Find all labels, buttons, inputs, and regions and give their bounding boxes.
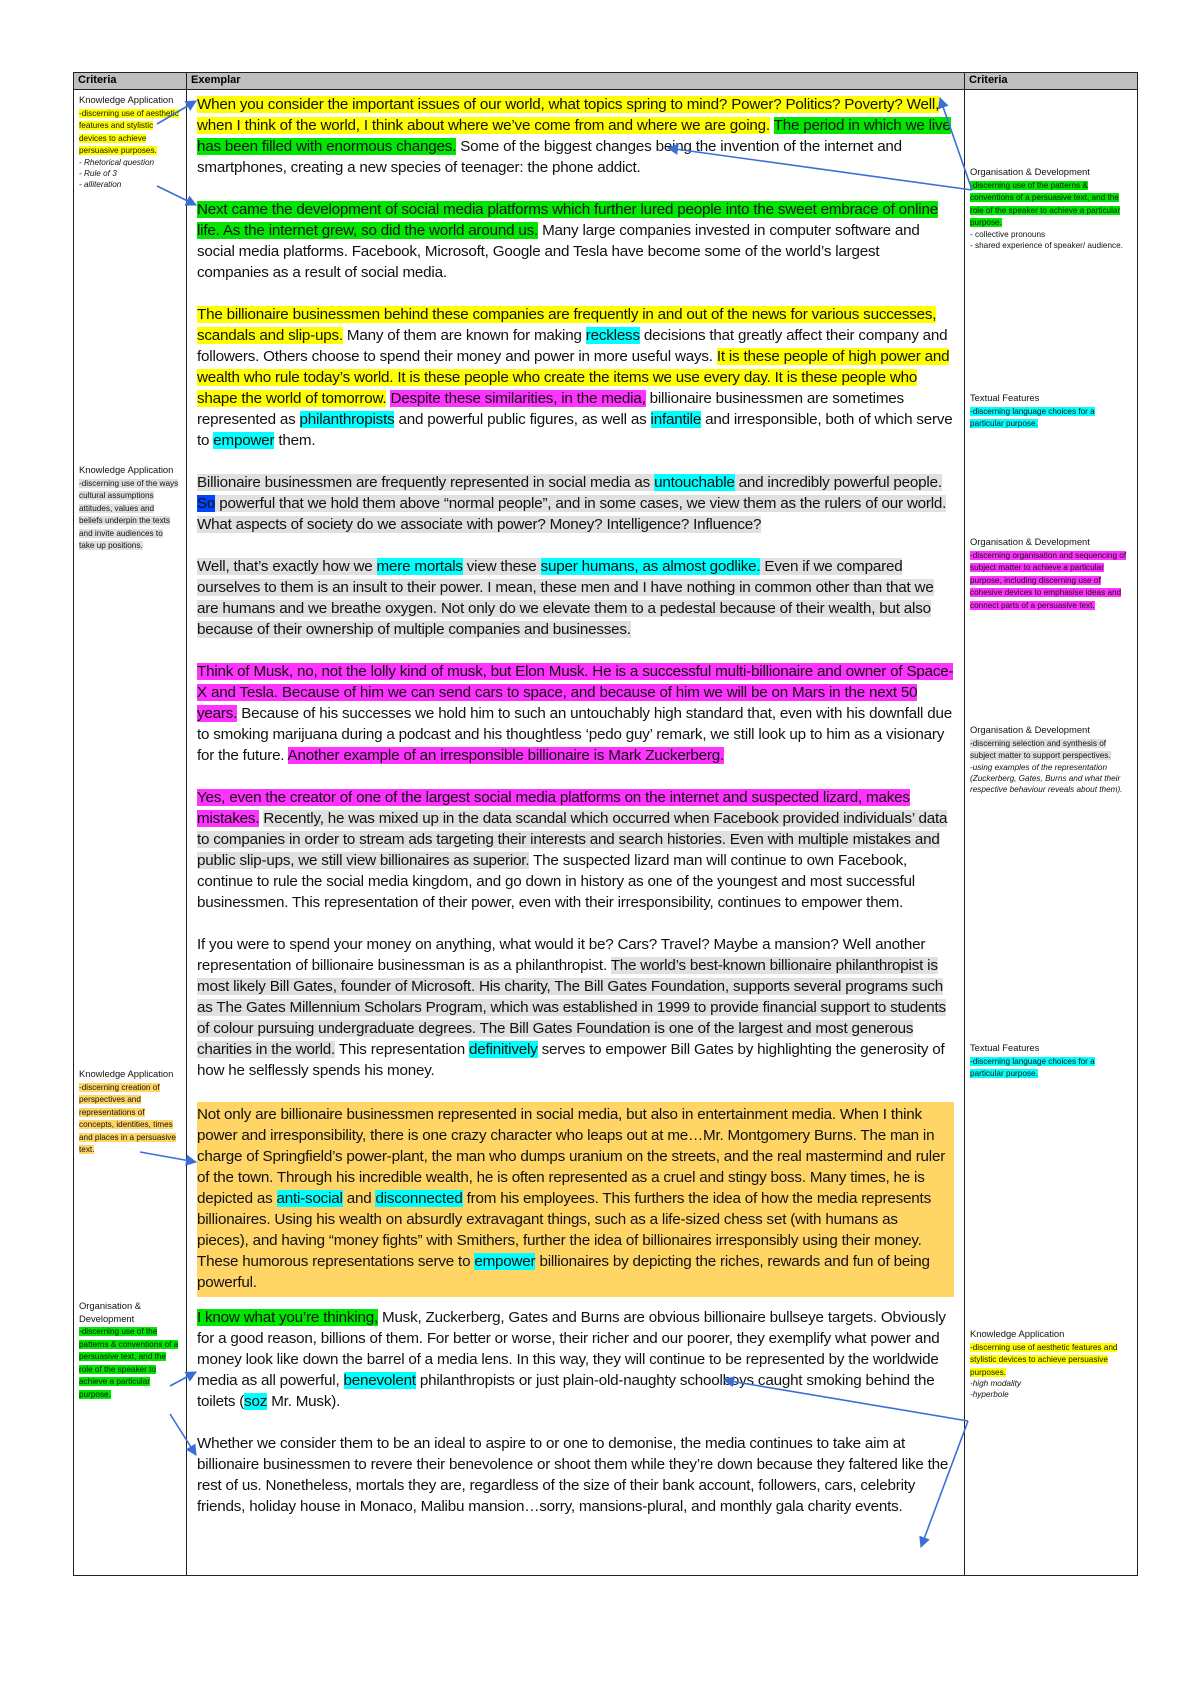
highlighted-text: definitively [469, 1041, 538, 1058]
exemplar-paragraph [197, 1433, 954, 1517]
criterion-textual-features-r1 [970, 392, 1130, 430]
exemplar-paragraph [197, 94, 954, 178]
text-span: philanthropists or just plain-old-naughty schoolboys caught smoking behind the toilets ( [197, 1372, 935, 1410]
criterion-knowledge-application-3 [79, 1068, 179, 1156]
highlighted-text: Think of Musk, no, not the lolly kind of musk, but Elon Musk. He is a successful multi-billionaire and owner of Space-X and Tesla. Because of him we can send cars to space, and because of him we will be on Mars in the next 50 years. [197, 663, 954, 722]
highlighted-text: untouchable [654, 474, 735, 491]
criterion-title: Knowledge Application [79, 1068, 174, 1079]
criterion-knowledge-application-1 [79, 94, 179, 190]
highlighted-text: philanthropists [299, 411, 395, 428]
exemplar-paragraph [197, 472, 954, 535]
criterion-description: -discerning organisation and sequencing of subject matter to achieve a particular purpose, including discerning use of cohesive devices to emphasise ideas and connect parts of a persuasive text. [970, 550, 1127, 610]
text-span: and irresponsible, both of which serve to [197, 411, 953, 449]
highlighted-text: Next came the development of social media platforms which further lured people into the sweet embrace of online life. As the internet grew, so did the world around us. [197, 201, 938, 239]
text-span: This representation [335, 1041, 470, 1058]
table-header-row [74, 73, 1138, 90]
exemplar-column [187, 90, 965, 1576]
right-criteria-column [965, 90, 1138, 1576]
highlighted-text: Even if we compared ourselves to them is an insult to their power. I mean, these men and I have nothing in common other than that we are humans and we breathe oxygen. Not only do we elevate them to a pedestal because of their wealth, but also because of their ownership of multiple companies and businesses. [197, 558, 934, 638]
highlighted-text: When you consider the important issues of our world, what topics spring to mind? Power? Politics? Poverty? Well, when I think of the world, I think about where we’ve come from and where we are going. [197, 96, 940, 134]
criterion-description: -discerning language choices for a particular purpose. [970, 1056, 1095, 1078]
text-span: The suspected lizard man will continue to own Facebook, continue to rule the social media kingdom, and go down in history as one of the youngest and most successful businessmen. This representation of their power, even with their irresponsibility, continues to empower them. [197, 852, 915, 911]
highlighted-text: Despite these similarities, in the media, [390, 390, 646, 407]
criterion-title: Organisation & Development [970, 536, 1090, 547]
table-body-row [74, 90, 1138, 1576]
highlighted-text: mere mortals [376, 558, 463, 575]
criterion-title: Organisation & Development [970, 166, 1090, 177]
criterion-note: - collective pronouns [970, 229, 1046, 239]
criterion-title: Knowledge Application [79, 94, 174, 105]
highlighted-text: Recently, he was mixed up in the data scandal which occurred when Facebook provided individuals’ data to companies in order to stream ads targeting their interests and search histories. Even with multiple mistakes and public slip-ups, we still view billionaires as superior. [197, 810, 948, 869]
criterion-note: - Rhetorical question [79, 157, 155, 167]
highlighted-text: empower [474, 1253, 536, 1270]
text-span: Whether we consider them to be an ideal to aspire to or one to demonise, the media continues to take aim at billionaire businessmen to revere their benevolence or shoot them while they’re down because they faltered like the rest of us. Nonetheless, mortals they are, regardless of the size of their bank account, followers, cars, celebrity friends, holiday house in Monaco, Malibu mansion…sorry, mansions-plural, and monthly gala charity events. [197, 1435, 949, 1515]
criterion-knowledge-application-2 [79, 464, 179, 552]
text-span: Mr. Musk). [267, 1393, 341, 1410]
highlighted-text: anti-social [276, 1190, 343, 1207]
highlighted-text: The world’s best-known billionaire philanthropist is most likely Bill Gates, founder of Microsoft. His charity, The Bill Gates Foundation, supports several programs such as The Gates Millennium Scholars Program, which was established in 1999 to provide financial support to students of colour pursuing undergraduate degrees. The Bill Gates Foundation is one of the largest and most generous charities in the world. [197, 957, 946, 1058]
criterion-textual-features-r2 [970, 1042, 1130, 1080]
criterion-description: -discerning use of the ways cultural assumptions attitudes, values and beliefs underpin the texts and invite audiences to take up positions. [79, 478, 179, 550]
criterion-description: -discerning use of aesthetic features and stylistic devices to achieve persuasive purposes. [79, 108, 179, 155]
criterion-note: - alliteration [79, 179, 122, 189]
exemplar-paragraph-highlighted [197, 1102, 954, 1297]
exemplar-paragraph [197, 1307, 954, 1412]
text-span: If you were to spend your money on anything, what would it be? Cars? Travel? Maybe a mansion? Well another representation of billionaire businessman is as a philanthropist. [197, 936, 926, 974]
highlighted-text: powerful that we hold them above “normal people”, and in some cases, we view them as the rulers of our world. What aspects of society do we associate with power? Money? Intelligence? Influence? [197, 495, 947, 533]
text-span: and [342, 1190, 376, 1207]
criterion-organisation-development-1 [79, 1300, 179, 1400]
highlighted-text: Well, that’s exactly how we [197, 558, 377, 575]
highlighted-text: Another example of an irresponsible billionaire is Mark Zuckerberg. [287, 747, 725, 764]
criterion-note: -using examples of the representation (Zuckerberg, Gates, Burns and what their respective behaviour reveals about them). [970, 762, 1123, 794]
criterion-description: -discerning use of aesthetic features and stylistic devices to achieve persuasive purposes. [970, 1342, 1118, 1377]
criterion-title: Organisation & Development [79, 1300, 142, 1324]
text-span: serves to empower Bill Gates by highlighting the generosity of how he selflessly spends his money. [197, 1041, 945, 1079]
exemplar-paragraph [197, 661, 954, 766]
criterion-title: Textual Features [970, 392, 1040, 403]
text-span: Some of the biggest changes being the invention of the internet and smartphones, creating a new species of teenager: the phone addict. [197, 138, 902, 176]
text-span: billionaire businessmen are sometimes represented as [197, 390, 904, 428]
exemplar-paragraph [197, 787, 954, 913]
criterion-description: -discerning creation of perspectives and representations of concepts, identities, times and places in a persuasive text. [79, 1082, 176, 1154]
highlighted-text: infantile [650, 411, 702, 428]
highlighted-text: benevolent [343, 1372, 416, 1389]
criterion-organisation-development-r2 [970, 536, 1130, 611]
highlighted-text: empower [213, 432, 275, 449]
highlighted-text: and incredibly powerful people. [734, 474, 942, 491]
criterion-title: Knowledge Application [970, 1328, 1065, 1339]
highlighted-text: I know what you’re thinking, [197, 1309, 378, 1326]
criterion-note: -high modality [970, 1379, 1021, 1388]
criterion-description: -discerning language choices for a particular purpose. [970, 406, 1095, 428]
text-span: decisions that greatly affect their company and followers. Others choose to spend their money and power in more useful ways. [197, 327, 948, 365]
criterion-description: -discerning use of the patterns & conventions of a persuasive text, and the role of the speaker to achieve a particular purpose. [970, 180, 1121, 227]
left-criteria-column [74, 90, 187, 1576]
text-span: Musk, Zuckerberg, Gates and Burns are obvious billionaire bullseye targets. Obviously for a good reason, billions of them. For better or worse, their richer and our poorer, they exemplify what power and money look like down the barrel of a media lens. In this way, they will continue to be represented by the worldwide media as all powerful, [197, 1309, 946, 1389]
criterion-knowledge-application-r1 [970, 1328, 1130, 1400]
exemplar-paragraph [197, 934, 954, 1081]
criterion-title: Knowledge Application [79, 464, 174, 475]
criterion-organisation-development-r3 [970, 724, 1130, 795]
text-span: Not only are billionaire businessmen represented in social media, but also in entertainment media. When I think power and irresponsibility, there is one crazy character who leaps out at me…Mr. Montgomery Burns. The man in charge of Springfield’s power-plant, the man who dumps uranium on the streets, and the real mastermind and ruler of the town. Through his incredible wealth, he is often represented as a cruel and stingy boss. Many times, he is depicted as [197, 1106, 946, 1207]
highlighted-text: soz [244, 1393, 268, 1410]
criterion-description: -discerning use of the patterns & conventions of a persuasive text, and the role of the speaker to achieve a particular purpose. [79, 1327, 179, 1399]
highlighted-text: view these [462, 558, 541, 575]
highlighted-text: super humans, as almost godlike. [540, 558, 761, 575]
criterion-note: - Rule of 3 [79, 168, 117, 178]
highlighted-text: Yes, even the creator of one of the largest social media platforms on the internet and suspected lizard, makes mistakes. [197, 789, 910, 827]
criterion-note: -hyperbole [970, 1390, 1009, 1399]
criterion-title: Textual Features [970, 1042, 1040, 1053]
header-exemplar: Exemplar [187, 73, 965, 90]
highlighted-text: So [197, 495, 216, 512]
highlighted-text: The billionaire businessmen behind these companies are frequently in and out of the news for various successes, scandals and slip-ups. [197, 306, 937, 344]
header-criteria-left: Criteria [74, 73, 187, 90]
text-span: them. [274, 432, 316, 449]
criterion-title: Organisation & Development [970, 724, 1090, 735]
text-span: billionaires by depicting the riches, rewards and fun of being powerful. [197, 1253, 930, 1291]
highlighted-text: Billionaire businessmen are frequently represented in social media as [197, 474, 655, 491]
highlighted-text: disconnected [375, 1190, 463, 1207]
text-span: Because of his successes we hold him to such an untouchably high standard that, even with his downfall due to smoking marijuana during a podcast and his thoughtless ‘pedo guy’ remark, we still look up to him as a visionary for the future. [197, 705, 952, 764]
header-criteria-right: Criteria [965, 73, 1138, 90]
criterion-organisation-development-r1 [970, 166, 1130, 251]
highlighted-text: It is these people of high power and wealth who rule today’s world. It is these people who create the items we use every day. It is these people who shape the world of tomorrow. [197, 348, 950, 407]
highlighted-text: The period in which we live has been filled with enormous changes. [197, 117, 951, 155]
criterion-description: -discerning selection and synthesis of subject matter to support perspectives. [970, 738, 1111, 760]
criterion-note: - shared experience of speaker/ audience. [970, 240, 1123, 250]
exemplar-paragraph [197, 304, 954, 451]
text-span: from his employees. This furthers the idea of how the media represents billionaires. Using his wealth on absurdly extravagant things, such as a life-sized chess set (with humans as pieces), and having “money fights” with Smithers, further the idea of billionaires irresponsibly using their money. These humorous representations serve to [197, 1190, 931, 1270]
exemplar-paragraph [197, 199, 954, 283]
text-span: Many large companies invested in computer software and social media platforms. Facebook, Microsoft, Google and Tesla have become some of the world’s largest companies as a result of social media. [197, 222, 920, 281]
exemplar-paragraph [197, 556, 954, 640]
highlighted-text: reckless [585, 327, 640, 344]
criteria-table [73, 72, 1138, 1576]
text-span: and powerful public figures, as well as [394, 411, 651, 428]
text-span: Many of them are known for making [342, 327, 586, 344]
